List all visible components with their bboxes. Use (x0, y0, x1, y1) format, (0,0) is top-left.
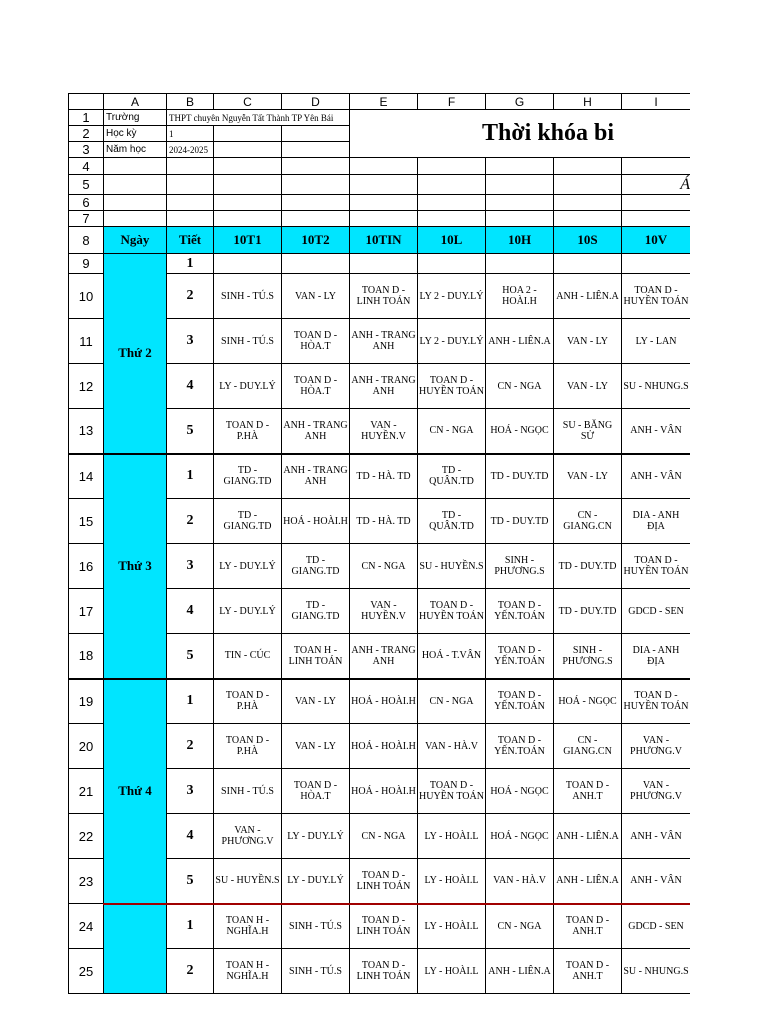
lesson-cell[interactable]: HOÁ - HOÀI.H (282, 499, 350, 544)
lesson-cell[interactable]: TOAN H - NGHĨA.H (214, 949, 282, 994)
header-class[interactable]: 10T2 (282, 227, 350, 254)
cell[interactable] (282, 142, 350, 158)
lesson-cell[interactable]: HOÁ - NGỌC (486, 409, 554, 454)
lesson-cell[interactable]: VAN - PHƯƠNG.V (622, 724, 691, 769)
lesson-cell[interactable]: TD - QUÂN.TD (418, 499, 486, 544)
lesson-cell[interactable]: TOAN D - ANH.T (554, 949, 622, 994)
lesson-cell[interactable]: CN - NGA (350, 814, 418, 859)
period-cell[interactable]: 1 (167, 904, 214, 949)
lesson-cell[interactable]: TOAN D - YẾN.TOÁN (486, 679, 554, 724)
row-header[interactable]: 10 (69, 274, 104, 319)
header-class[interactable]: 10H (486, 227, 554, 254)
cell[interactable] (214, 126, 282, 142)
cell[interactable] (104, 195, 167, 211)
lesson-cell[interactable]: LY - DUY.LÝ (282, 814, 350, 859)
cell[interactable] (167, 211, 214, 227)
column-header[interactable]: B (167, 94, 214, 110)
cell[interactable] (167, 195, 214, 211)
lesson-cell[interactable]: LY - DUY.LÝ (214, 544, 282, 589)
row-header[interactable]: 17 (69, 589, 104, 634)
header-period[interactable]: Tiết (167, 227, 214, 254)
row-header[interactable]: 25 (69, 949, 104, 994)
lesson-cell[interactable] (486, 254, 554, 274)
lesson-cell[interactable]: VAN - PHƯƠNG.V (622, 769, 691, 814)
lesson-cell[interactable]: LY - HOÀI.L (418, 949, 486, 994)
lesson-cell[interactable] (350, 254, 418, 274)
column-header[interactable]: H (554, 94, 622, 110)
cell[interactable]: Học kỳ (104, 126, 167, 142)
cell[interactable] (214, 175, 282, 195)
day-cell[interactable]: Thứ 4 (104, 679, 167, 904)
cell[interactable] (486, 175, 554, 195)
lesson-cell[interactable] (282, 254, 350, 274)
cell[interactable]: Năm học (104, 142, 167, 158)
cell[interactable] (554, 175, 622, 195)
day-cell[interactable]: Thứ 2 (104, 254, 167, 454)
lesson-cell[interactable]: LY - DUY.LÝ (214, 364, 282, 409)
column-header[interactable]: E (350, 94, 418, 110)
cell[interactable] (282, 158, 350, 175)
lesson-cell[interactable]: TIN - CÚC (214, 634, 282, 679)
row-header[interactable]: 16 (69, 544, 104, 589)
cell[interactable] (167, 175, 214, 195)
cell[interactable] (350, 158, 418, 175)
cell[interactable] (282, 211, 350, 227)
lesson-cell[interactable]: LY - HOÀI.L (418, 859, 486, 904)
lesson-cell[interactable]: HOÁ - NGỌC (486, 814, 554, 859)
lesson-cell[interactable]: LY - HOÀI.L (418, 814, 486, 859)
row-header[interactable]: 9 (69, 254, 104, 274)
header-class[interactable]: 10TIN (350, 227, 418, 254)
lesson-cell[interactable]: ANH - LIÊN.A (486, 949, 554, 994)
row-header[interactable]: 20 (69, 724, 104, 769)
lesson-cell[interactable]: HOÁ - T.VÂN (418, 634, 486, 679)
lesson-cell[interactable]: VAN - HÀ.V (486, 859, 554, 904)
column-header[interactable]: C (214, 94, 282, 110)
lesson-cell[interactable]: TOAN H - LINH TOÁN (282, 634, 350, 679)
cell[interactable] (214, 158, 282, 175)
lesson-cell[interactable]: VAN - HUYỀN.V (350, 589, 418, 634)
lesson-cell[interactable]: ANH - LIÊN.A (486, 319, 554, 364)
lesson-cell[interactable]: TOAN D - P.HÀ (214, 409, 282, 454)
cell[interactable]: THPT chuyên Nguyễn Tất Thành TP Yên Bái (167, 110, 350, 126)
cell[interactable] (622, 158, 691, 175)
lesson-cell[interactable]: DIA - ANH ĐỊA (622, 634, 691, 679)
lesson-cell[interactable]: CN - NGA (486, 904, 554, 949)
lesson-cell[interactable]: TOAN D - LINH TOÁN (350, 904, 418, 949)
lesson-cell[interactable]: HOÁ - HOÀI.H (350, 724, 418, 769)
row-header[interactable]: 2 (69, 126, 104, 142)
period-cell[interactable]: 2 (167, 499, 214, 544)
row-header[interactable]: 6 (69, 195, 104, 211)
spreadsheet-grid (68, 93, 690, 994)
column-header[interactable]: G (486, 94, 554, 110)
lesson-cell[interactable]: HOÁ - HOÀI.H (350, 679, 418, 724)
header-class[interactable]: 10S (554, 227, 622, 254)
lesson-cell[interactable]: HOÁ - NGỌC (554, 679, 622, 724)
timetable-row (69, 454, 691, 499)
lesson-cell[interactable]: TOAN D - ANH.T (554, 769, 622, 814)
timetable-row (69, 254, 691, 274)
lesson-cell[interactable]: TOAN D - LINH TOÁN (350, 274, 418, 319)
lesson-cell[interactable]: SINH - PHƯƠNG.S (554, 634, 622, 679)
lesson-cell[interactable]: HOÁ - NGỌC (486, 769, 554, 814)
header-class[interactable]: 10L (418, 227, 486, 254)
sheet-subtitle[interactable]: Á (622, 175, 691, 195)
lesson-cell[interactable]: CN - GIANG.CN (554, 499, 622, 544)
lesson-cell[interactable]: LY - LAN (622, 319, 691, 364)
lesson-cell[interactable]: TD - QUÂN.TD (418, 454, 486, 499)
lesson-cell[interactable]: TOAN D - YẾN.TOÁN (486, 724, 554, 769)
lesson-cell[interactable]: VAN - LY (554, 454, 622, 499)
lesson-cell[interactable]: ANH - VÂN (622, 814, 691, 859)
cell[interactable] (418, 211, 486, 227)
column-header[interactable]: A (104, 94, 167, 110)
lesson-cell[interactable]: LY 2 - DUY.LÝ (418, 319, 486, 364)
lesson-cell[interactable]: VAN - LY (282, 724, 350, 769)
lesson-cell[interactable]: TD - DUY.TD (554, 544, 622, 589)
cell[interactable] (350, 211, 418, 227)
row-header[interactable]: 19 (69, 679, 104, 724)
lesson-cell[interactable]: TOAN D - ANH.T (554, 904, 622, 949)
cell[interactable] (214, 142, 282, 158)
cell[interactable] (418, 158, 486, 175)
lesson-cell[interactable]: LY - HOÀI.L (418, 904, 486, 949)
lesson-cell[interactable]: TD - HÀ. TD (350, 454, 418, 499)
column-header[interactable]: I (622, 94, 691, 110)
cell[interactable] (167, 158, 214, 175)
lesson-cell[interactable]: TD - DUY.TD (554, 589, 622, 634)
lesson-cell[interactable]: HOÁ - HOÀI.H (350, 769, 418, 814)
cell[interactable] (282, 195, 350, 211)
lesson-cell[interactable]: ANH - TRANG ANH (282, 409, 350, 454)
lesson-cell[interactable]: TD - DUY.TD (486, 454, 554, 499)
lesson-cell[interactable]: TD - HÀ. TD (350, 499, 418, 544)
lesson-cell[interactable]: VAN - HÀ.V (418, 724, 486, 769)
lesson-cell[interactable]: VAN - LY (282, 679, 350, 724)
row-header[interactable]: 12 (69, 364, 104, 409)
row-header[interactable]: 1 (69, 110, 104, 126)
cell[interactable] (104, 158, 167, 175)
sheet-row (69, 195, 691, 211)
corner-cell[interactable] (69, 94, 104, 110)
row-header[interactable]: 4 (69, 158, 104, 175)
period-cell[interactable]: 2 (167, 274, 214, 319)
lesson-cell[interactable]: ANH - TRANG ANH (350, 634, 418, 679)
lesson-cell[interactable]: ANH - LIÊN.A (554, 274, 622, 319)
period-cell[interactable]: 4 (167, 814, 214, 859)
cell[interactable] (486, 211, 554, 227)
lesson-cell[interactable]: VAN - HUYỀN.V (350, 409, 418, 454)
lesson-cell[interactable]: LY - DUY.LÝ (282, 859, 350, 904)
row-header[interactable]: 24 (69, 904, 104, 949)
period-cell[interactable]: 1 (167, 254, 214, 274)
lesson-cell[interactable]: CN - GIANG.CN (554, 724, 622, 769)
lesson-cell[interactable]: TOAN D - HUYỀN TOÁN (622, 679, 691, 724)
day-cell[interactable]: Thứ 3 (104, 454, 167, 679)
cell[interactable] (554, 211, 622, 227)
period-cell[interactable]: 3 (167, 769, 214, 814)
period-cell[interactable]: 5 (167, 409, 214, 454)
lesson-cell[interactable]: ANH - LIÊN.A (554, 859, 622, 904)
lesson-cell[interactable]: SINH - TÚ.S (214, 319, 282, 364)
period-cell[interactable]: 2 (167, 724, 214, 769)
lesson-cell[interactable]: TOAN D - HÒA.T (282, 364, 350, 409)
cell[interactable] (104, 211, 167, 227)
lesson-cell[interactable]: TD - DUY.TD (486, 499, 554, 544)
lesson-cell[interactable]: ANH - TRANG ANH (350, 319, 418, 364)
row-header[interactable]: 15 (69, 499, 104, 544)
lesson-cell[interactable] (554, 254, 622, 274)
lesson-cell[interactable]: ANH - LIÊN.A (554, 814, 622, 859)
period-cell[interactable]: 5 (167, 634, 214, 679)
lesson-cell[interactable]: SINH - TÚ.S (282, 949, 350, 994)
cell[interactable] (554, 158, 622, 175)
lesson-cell[interactable]: TD - GIANG.TD (214, 499, 282, 544)
header-class[interactable]: 10V (622, 227, 691, 254)
period-cell[interactable]: 4 (167, 589, 214, 634)
lesson-cell[interactable]: SINH - PHƯƠNG.S (486, 544, 554, 589)
lesson-cell[interactable]: SINH - TÚ.S (214, 769, 282, 814)
lesson-cell[interactable]: LY 2 - DUY.LÝ (418, 274, 486, 319)
sheet-title[interactable]: Thời khóa bi (350, 110, 691, 158)
lesson-cell[interactable] (418, 254, 486, 274)
period-cell[interactable]: 2 (167, 949, 214, 994)
lesson-cell[interactable]: DIA - ANH ĐỊA (622, 499, 691, 544)
sheet-row (69, 158, 691, 175)
cell[interactable] (350, 175, 418, 195)
lesson-cell[interactable]: LY - DUY.LÝ (214, 589, 282, 634)
lesson-cell[interactable]: TOAN D - HUYỀN TOÁN (622, 274, 691, 319)
lesson-cell[interactable]: TOAN D - HUYỀN TOÁN (418, 589, 486, 634)
lesson-cell[interactable]: VAN - PHƯƠNG.V (214, 814, 282, 859)
lesson-cell[interactable]: TOAN D - HÒA.T (282, 319, 350, 364)
lesson-cell[interactable]: CN - NGA (486, 364, 554, 409)
lesson-cell[interactable]: TD - GIANG.TD (282, 544, 350, 589)
cell[interactable] (418, 195, 486, 211)
cell[interactable] (214, 195, 282, 211)
lesson-cell[interactable]: TOAN D - HUYỀN TOÁN (418, 364, 486, 409)
row-header[interactable]: 7 (69, 211, 104, 227)
lesson-cell[interactable]: TOAN D - LINH TOÁN (350, 949, 418, 994)
lesson-cell[interactable]: ANH - TRANG ANH (350, 364, 418, 409)
cell[interactable] (554, 195, 622, 211)
lesson-cell[interactable]: TOAN D - HUYỀN TOÁN (418, 769, 486, 814)
column-header[interactable]: F (418, 94, 486, 110)
cell[interactable] (282, 175, 350, 195)
timetable (68, 93, 690, 994)
cell[interactable] (282, 126, 350, 142)
cell[interactable] (486, 158, 554, 175)
lesson-cell[interactable]: VAN - LY (554, 319, 622, 364)
header-day[interactable]: Ngày (104, 227, 167, 254)
timetable-header-row (69, 227, 691, 254)
lesson-cell[interactable]: SU - HUYỀN.S (214, 859, 282, 904)
cell[interactable] (622, 195, 691, 211)
row-header[interactable]: 21 (69, 769, 104, 814)
row-header[interactable]: 13 (69, 409, 104, 454)
cell[interactable] (486, 195, 554, 211)
lesson-cell[interactable]: TOAN D - P.HÀ (214, 679, 282, 724)
lesson-cell[interactable]: TOAN D - HUYỀN TOÁN (622, 544, 691, 589)
lesson-cell[interactable]: TOAN H - NGHĨA.H (214, 904, 282, 949)
lesson-cell[interactable]: VAN - LY (554, 364, 622, 409)
lesson-cell[interactable]: SU - HUYỀN.S (418, 544, 486, 589)
sheet-row (69, 110, 691, 126)
header-class[interactable]: 10T1 (214, 227, 282, 254)
lesson-cell[interactable]: ANH - VÂN (622, 409, 691, 454)
row-header[interactable]: 18 (69, 634, 104, 679)
period-cell[interactable]: 1 (167, 454, 214, 499)
row-header[interactable]: 14 (69, 454, 104, 499)
column-header[interactable]: D (282, 94, 350, 110)
period-cell[interactable]: 3 (167, 544, 214, 589)
lesson-cell[interactable]: TOAN D - HÒA.T (282, 769, 350, 814)
cell[interactable]: Trường (104, 110, 167, 126)
cell[interactable] (418, 175, 486, 195)
lesson-cell[interactable]: TD - GIANG.TD (282, 589, 350, 634)
lesson-cell[interactable] (214, 254, 282, 274)
row-header[interactable]: 3 (69, 142, 104, 158)
lesson-cell[interactable]: SINH - TÚ.S (282, 904, 350, 949)
lesson-cell[interactable]: CN - NGA (418, 409, 486, 454)
period-cell[interactable]: 3 (167, 319, 214, 364)
row-header[interactable]: 5 (69, 175, 104, 195)
period-cell[interactable]: 1 (167, 679, 214, 724)
column-header-row (69, 94, 691, 110)
period-cell[interactable]: 5 (167, 859, 214, 904)
lesson-cell[interactable]: SU - NHUNG.S (622, 364, 691, 409)
cell[interactable]: 2024-2025 (167, 142, 214, 158)
lesson-cell[interactable]: SU - NHUNG.S (622, 949, 691, 994)
lesson-cell[interactable]: GDCD - SEN (622, 904, 691, 949)
lesson-cell[interactable]: CN - NGA (350, 544, 418, 589)
lesson-cell[interactable]: ANH - VÂN (622, 454, 691, 499)
row-header[interactable]: 11 (69, 319, 104, 364)
lesson-cell[interactable]: TOAN D - YẾN.TOÁN (486, 589, 554, 634)
lesson-cell[interactable]: TD - GIANG.TD (214, 454, 282, 499)
lesson-cell[interactable]: ANH - TRANG ANH (282, 454, 350, 499)
period-cell[interactable]: 4 (167, 364, 214, 409)
lesson-cell[interactable]: TOAN D - YẾN.TOÁN (486, 634, 554, 679)
lesson-cell[interactable]: CN - NGA (418, 679, 486, 724)
timetable-row (69, 679, 691, 724)
lesson-cell[interactable] (622, 254, 691, 274)
lesson-cell[interactable]: SINH - TÚ.S (214, 274, 282, 319)
lesson-cell[interactable]: ANH - VÂN (622, 859, 691, 904)
lesson-cell[interactable]: TOAN D - LINH TOÁN (350, 859, 418, 904)
row-header[interactable]: 8 (69, 227, 104, 254)
row-header[interactable]: 23 (69, 859, 104, 904)
cell[interactable]: 1 (167, 126, 214, 142)
lesson-cell[interactable]: GDCD - SEN (622, 589, 691, 634)
timetable-row (69, 904, 691, 949)
cell[interactable] (350, 195, 418, 211)
lesson-cell[interactable]: SU - BĂNG SỬ (554, 409, 622, 454)
cell[interactable] (214, 211, 282, 227)
lesson-cell[interactable]: HOA 2 - HOÀI.H (486, 274, 554, 319)
cell[interactable] (622, 211, 691, 227)
sheet-row (69, 211, 691, 227)
sheet-row (69, 175, 691, 195)
cell[interactable] (104, 175, 167, 195)
row-header[interactable]: 22 (69, 814, 104, 859)
day-cell[interactable] (104, 904, 167, 994)
lesson-cell[interactable]: VAN - LY (282, 274, 350, 319)
lesson-cell[interactable]: TOAN D - P.HÀ (214, 724, 282, 769)
